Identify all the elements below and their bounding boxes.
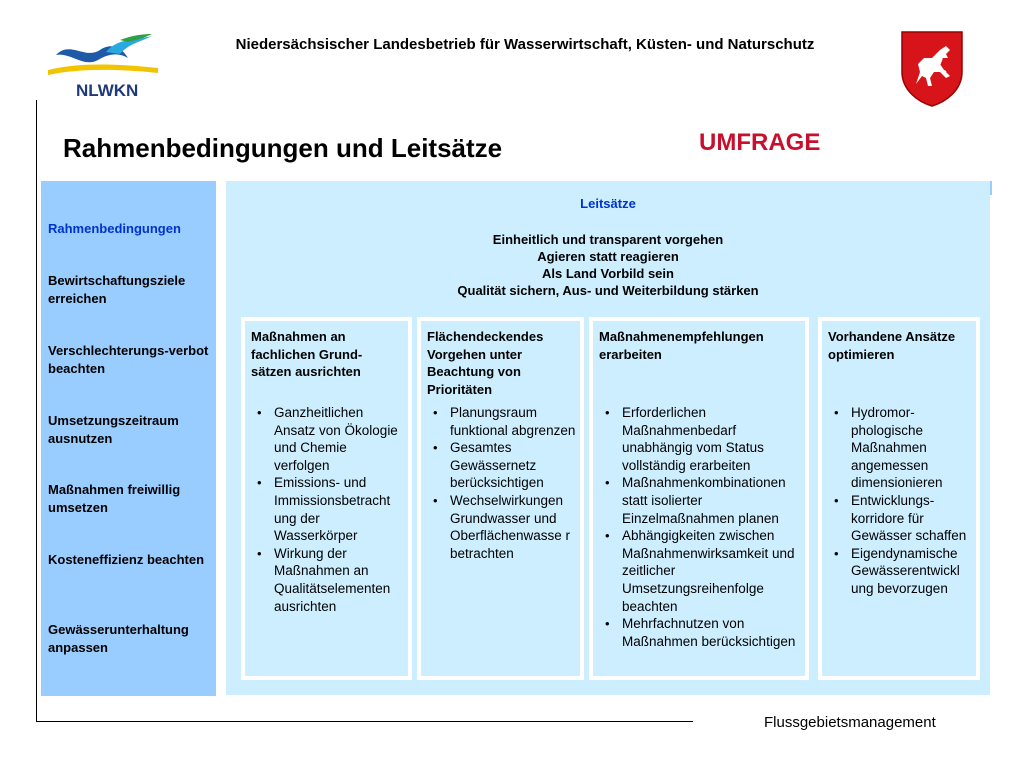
column-grundsaetze [241, 317, 412, 680]
principles-list [226, 231, 990, 299]
leitsaetze-title: Leitsätze [580, 196, 636, 211]
list-item: • Mehrfachnutzen von Maßnahmen berücksichtigen [605, 616, 796, 649]
horse-crest-icon [898, 28, 966, 108]
column-title: Vorhandene Ansätze optimieren [828, 329, 956, 362]
bullet-icon: • [433, 440, 438, 456]
principle-item: Als Land Vorbild sein [542, 266, 674, 281]
list-item: • Maßnahmenkombinationen statt isolierter Einzelmaßnahmen planen [605, 475, 786, 526]
column-flaechendeckend [417, 317, 584, 680]
list-item: • Wechselwirkungen Grundwasser und Oberflächenwasse r betrachten [433, 492, 571, 561]
sidebar-item-gewaesserunterhaltung[interactable]: Gewässerunterhaltung anpassen [48, 622, 189, 655]
column-massnahmenempfehlungen [589, 317, 809, 680]
bullet-list [421, 404, 580, 562]
list-item: • Entwicklungs-korridore für Gewässer schaffen [834, 492, 967, 544]
sidebar-item-rahmenbedingungen[interactable]: Rahmenbedingungen [48, 221, 181, 236]
sidebar-item-umsetzungszeitraum[interactable]: Umsetzungszeitraum ausnutzen [48, 413, 179, 446]
bullet-icon: • [605, 528, 610, 544]
bullet-list [245, 404, 408, 615]
list-item: • Planungsraum funktional abgrenzen [433, 405, 576, 438]
survey-badge: UMFRAGE [699, 129, 821, 156]
frame-vertical-line [36, 100, 37, 722]
list-item: • Gesamtes Gewässernetz berücksichtigen [433, 440, 544, 491]
bullet-icon: • [834, 492, 839, 508]
bullet-icon: • [605, 405, 610, 420]
principle-item: Einheitlich und transparent vorgehen [492, 232, 724, 247]
list-item: • Eigendynamische Gewässerentwickl ung bevorzugen [834, 545, 960, 596]
organization-name: Niedersächsischer Landesbetrieb für Wasserwirtschaft, Küsten- und Naturschutz [235, 36, 815, 53]
leitsaetze-panel [226, 181, 990, 695]
bullet-icon: • [605, 616, 610, 632]
column-title: Flächendeckendes Vorgehen unter Beachtung von Prioritäten [427, 329, 544, 397]
footer-label: Flussgebietsmanagement [764, 714, 936, 731]
principle-item: Qualität sichern, Aus- und Weiterbildung stärken [457, 283, 759, 298]
wave-logo-icon [40, 30, 170, 102]
sidebar-item-bewirtschaftungsziele[interactable]: Bewirtschaftungsziele erreichen [48, 273, 186, 306]
nlwkn-logo [40, 30, 170, 102]
bullet-icon: • [605, 475, 610, 491]
frame-horizontal-line [36, 721, 693, 722]
list-item: • Wirkung der Maßnahmen an Qualitätselementen ausrichten [257, 545, 391, 614]
list-item: • Ganzheitlichen Ansatz von Ökologie und Chemie verfolgen [257, 405, 398, 473]
principle-item: Agieren statt reagieren [537, 249, 679, 264]
bullet-icon: • [257, 475, 262, 491]
sidebar-item-kosteneffizienz[interactable]: Kosteneffizienz beachten [48, 552, 205, 567]
list-item: • Emissions- und Immissionsbetracht ung der Wasserkörper [257, 475, 391, 544]
page-title: Rahmenbedingungen und Leitsätze [63, 133, 503, 163]
sidebar-item-massnahmen-freiwillig[interactable]: Maßnahmen freiwillig umsetzen [48, 482, 181, 515]
sidebar-item-verschlechterungsverbot[interactable]: Verschlechterungs-verbot beachten [48, 343, 209, 376]
list-item: • Hydromor-phologische Maßnahmen angemessen dimensionieren [834, 405, 943, 491]
bullet-list [822, 404, 976, 598]
bullet-icon: • [834, 405, 839, 420]
sidebar [41, 181, 216, 696]
list-item: • Erforderlichen Maßnahmenbedarf unabhängig vom Status vollständig erarbeiten [605, 405, 764, 473]
column-ansaetze-optimieren [818, 317, 980, 680]
bullet-icon: • [257, 545, 262, 561]
bullet-list [593, 404, 805, 650]
svg-text:NLWKN: NLWKN [76, 81, 139, 100]
bullet-icon: • [433, 492, 438, 508]
bullet-icon: • [433, 405, 438, 420]
column-title: Maßnahmen an fachlichen Grund-sätzen ausrichten [251, 329, 363, 379]
column-title: Maßnahmenempfehlungen erarbeiten [599, 329, 764, 362]
bullet-icon: • [257, 405, 262, 420]
bullet-icon: • [834, 545, 839, 561]
list-item: • Abhängigkeiten zwischen Maßnahmenwirksamkeit und zeitlicher Umsetzungsreihenfolge beachten [605, 528, 795, 614]
